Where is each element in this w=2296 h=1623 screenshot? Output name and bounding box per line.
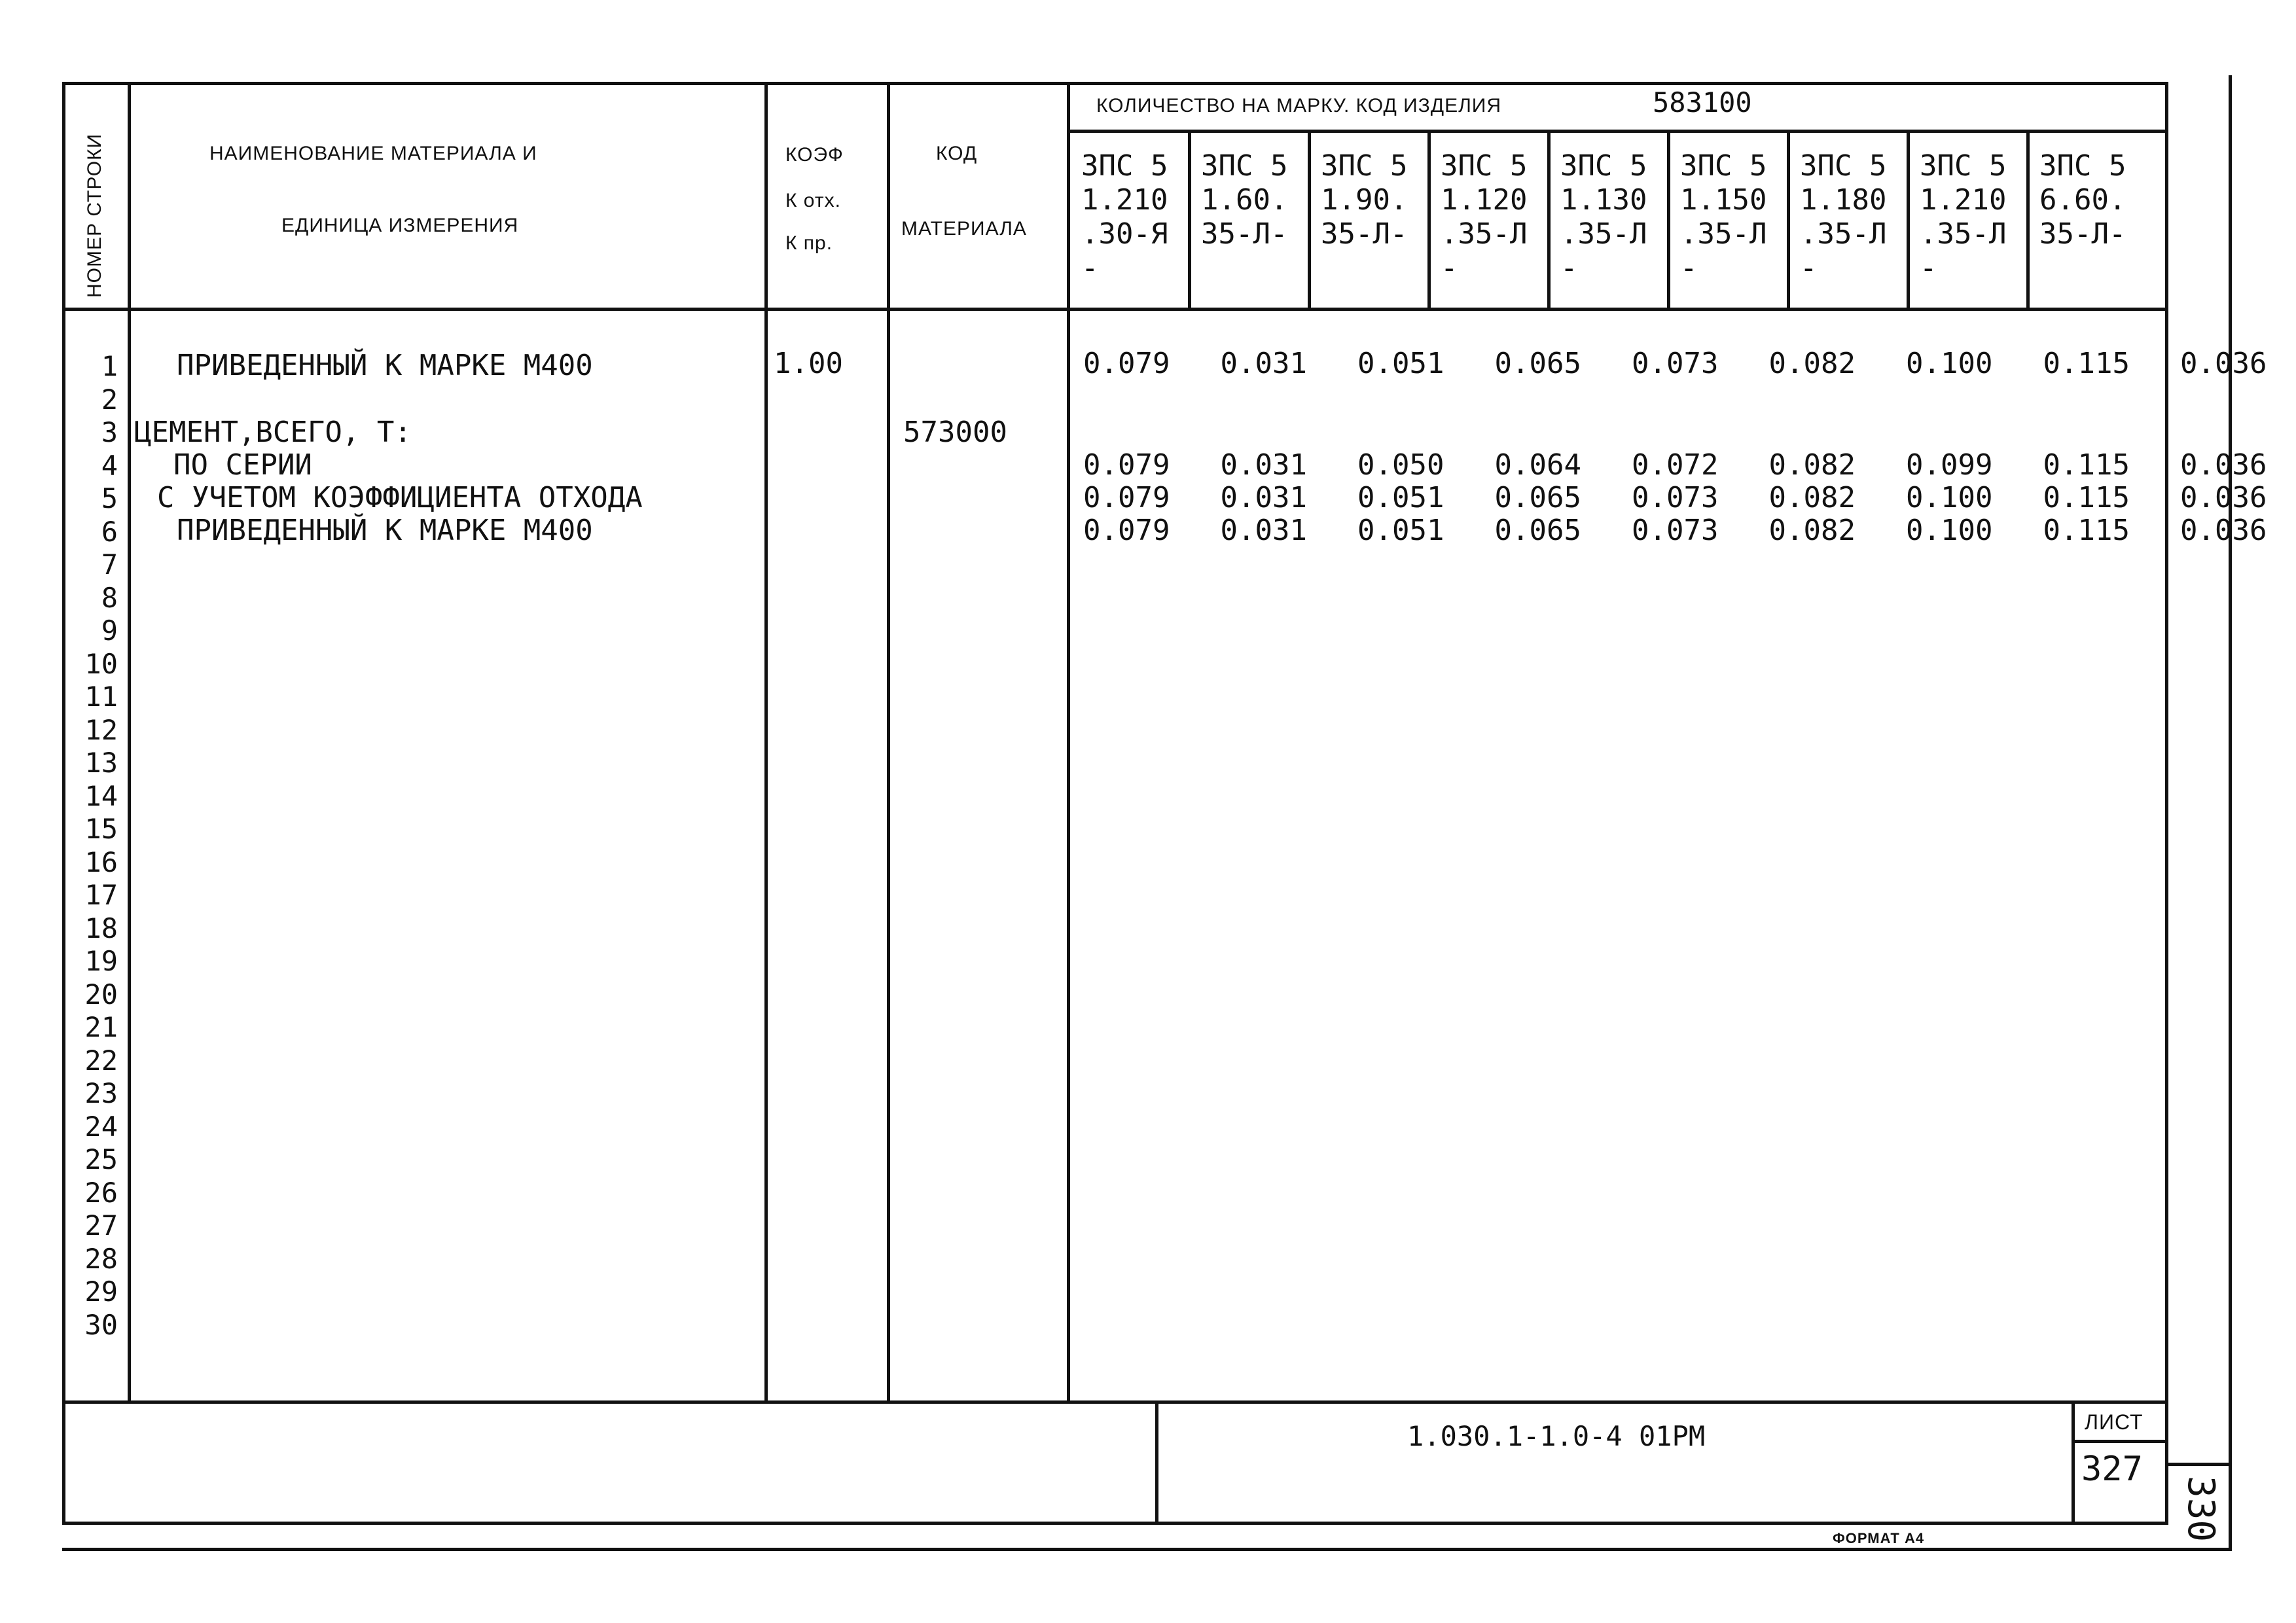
row-number: 6 [101, 515, 118, 548]
row-number: 10 [84, 647, 118, 680]
row-number-column [72, 350, 118, 1342]
row-number: 13 [84, 747, 118, 779]
row-number: 26 [84, 1176, 118, 1209]
value-cell: 0.082 [1768, 347, 1856, 380]
value-cell: 0.082 [1768, 514, 1856, 547]
row-number: 30 [84, 1308, 118, 1341]
mark-label: ЗПС 5 1.120 .35-Л - [1441, 149, 1528, 285]
frame-bottom-line [62, 1522, 2168, 1525]
value-cell: 0.065 [1494, 514, 1581, 547]
col-line-number [128, 82, 131, 1404]
col-line-code [1067, 82, 1070, 1404]
sheet-number: 327 [2081, 1450, 2143, 1489]
value-cell: 0.031 [1220, 481, 1307, 514]
titleblock-sheet-line [2072, 1440, 2168, 1443]
row-4-values [1083, 448, 2296, 482]
mark-col-line [1427, 130, 1431, 311]
row-number: 22 [84, 1044, 118, 1077]
value-cell: 0.100 [1906, 514, 1993, 547]
row-5-name: С УЧЕТОМ КОЭФФИЦИЕНТА ОТХОДА [157, 481, 643, 514]
mark-col-line [1787, 130, 1790, 311]
value-cell: 0.036 [2180, 481, 2267, 514]
format-label: ФОРМАТ А4 [1833, 1530, 1925, 1546]
table-bottom-line [62, 1400, 2168, 1404]
value-cell: 0.031 [1220, 514, 1307, 547]
unit-header: ЕДИНИЦА ИЗМЕРЕНИЯ [281, 215, 519, 236]
row-number: 19 [84, 945, 118, 977]
row-number: 28 [84, 1242, 118, 1275]
coef-waste-header: К отх. [785, 190, 841, 211]
value-cell: 0.100 [1906, 347, 1993, 380]
document-code: 1.030.1-1.0-4 01РМ [1407, 1420, 1706, 1452]
row-number: 8 [101, 581, 118, 614]
row-number: 25 [84, 1143, 118, 1175]
code-material-header: МАТЕРИАЛА [901, 218, 1027, 240]
value-cell: 0.079 [1083, 481, 1170, 514]
row-number: 11 [84, 681, 118, 713]
row-number: 16 [84, 846, 118, 878]
mark-label: ЗПС 5 1.180 .35-Л - [1800, 149, 1887, 285]
value-cell: 0.073 [1632, 347, 1719, 380]
value-cell: 0.073 [1632, 481, 1719, 514]
row-number: 17 [84, 879, 118, 911]
row-number: 18 [84, 912, 118, 944]
value-cell: 0.079 [1083, 347, 1170, 380]
mark-label: ЗПС 5 1.210 .35-Л - [1920, 149, 2007, 285]
row-number: 20 [84, 978, 118, 1010]
row-number: 24 [84, 1110, 118, 1143]
row-number: 14 [84, 779, 118, 812]
titleblock-divider [1155, 1400, 1158, 1525]
value-cell: 0.115 [2043, 448, 2130, 482]
row-number: 15 [84, 813, 118, 845]
row-1-values [1083, 347, 2296, 380]
mark-label: ЗПС 5 1.150 .35-Л - [1680, 149, 1767, 285]
mark-col-line [1308, 130, 1311, 311]
titleblock-sheet-divider [2072, 1400, 2075, 1525]
value-cell: 0.064 [1494, 448, 1581, 482]
quantity-header: КОЛИЧЕСТВО НА МАРКУ. КОД ИЗДЕЛИЯ [1096, 95, 1502, 116]
mark-col-line [1907, 130, 1910, 311]
product-code: 583100 [1653, 86, 1752, 118]
value-cell: 0.082 [1768, 448, 1856, 482]
value-cell: 0.082 [1768, 481, 1856, 514]
row-number: 3 [101, 416, 118, 448]
row-1-coef: 1.00 [774, 347, 843, 380]
row-6-values [1083, 514, 2296, 547]
page-border-right [2229, 75, 2232, 1551]
value-cell: 0.051 [1357, 481, 1444, 514]
value-cell: 0.115 [2043, 347, 2130, 380]
header-bottom-line [62, 308, 2168, 311]
row-number: 9 [101, 615, 118, 647]
mark-label: ЗПС 5 1.210 .30-Я - [1081, 149, 1168, 285]
row-number: 12 [84, 713, 118, 746]
row-number: 29 [84, 1275, 118, 1308]
quantity-header-line [1070, 130, 2168, 133]
value-cell: 0.099 [1906, 448, 1993, 482]
value-cell: 0.051 [1357, 347, 1444, 380]
coef-reduced-header: К пр. [785, 232, 833, 254]
col-line-coef [887, 82, 890, 1404]
row-5-values [1083, 481, 2296, 514]
row-number: 5 [101, 482, 118, 514]
mark-label: ЗПС 5 1.130 .35-Л - [1560, 149, 1647, 285]
mark-label: ЗПС 5 6.60. 35-Л- [2039, 149, 2126, 251]
value-cell: 0.100 [1906, 481, 1993, 514]
mark-col-line [2026, 130, 2030, 311]
row-4-name: ПО СЕРИИ [173, 448, 312, 482]
value-cell: 0.115 [2043, 481, 2130, 514]
row-number-header: НОМЕР СТРОКИ [84, 133, 105, 298]
row-number: 27 [84, 1209, 118, 1241]
mark-col-line [1188, 130, 1191, 311]
code-header: КОД [936, 143, 978, 164]
value-cell: 0.073 [1632, 514, 1719, 547]
value-cell: 0.036 [2180, 514, 2267, 547]
side-page-number: 330 [2179, 1476, 2222, 1543]
value-cell: 0.036 [2180, 448, 2267, 482]
frame-top-line [62, 82, 2168, 85]
row-number: 23 [84, 1077, 118, 1109]
frame-right-line [2165, 82, 2168, 1525]
mark-label: ЗПС 5 1.90. 35-Л- [1321, 149, 1408, 251]
value-cell: 0.072 [1632, 448, 1719, 482]
row-number: 7 [101, 548, 118, 580]
mark-col-line [1547, 130, 1551, 311]
value-cell: 0.065 [1494, 347, 1581, 380]
value-cell: 0.079 [1083, 514, 1170, 547]
value-cell: 0.115 [2043, 514, 2130, 547]
col-line-name [764, 82, 768, 1404]
row-3-name: ЦЕМЕНТ,ВСЕГО, Т: [134, 416, 412, 449]
value-cell: 0.031 [1220, 347, 1307, 380]
side-box-top [2168, 1463, 2231, 1466]
row-number: 2 [101, 383, 118, 416]
value-cell: 0.036 [2180, 347, 2267, 380]
row-number: 4 [101, 449, 118, 482]
page-border-bottom [62, 1548, 2232, 1551]
row-number: 1 [101, 350, 118, 382]
mark-col-line [1667, 130, 1670, 311]
value-cell: 0.031 [1220, 448, 1307, 482]
value-cell: 0.079 [1083, 448, 1170, 482]
row-6-name: ПРИВЕДЕННЫЙ К МАРКЕ М400 [177, 514, 593, 547]
value-cell: 0.065 [1494, 481, 1581, 514]
row-number: 21 [84, 1011, 118, 1043]
value-cell: 0.050 [1357, 448, 1444, 482]
row-1-name: ПРИВЕДЕННЫЙ К МАРКЕ М400 [177, 349, 593, 382]
mark-label: ЗПС 5 1.60. 35-Л- [1201, 149, 1288, 251]
coef-header: КОЭФ [785, 144, 844, 166]
row-3-code: 573000 [903, 416, 1007, 449]
value-cell: 0.051 [1357, 514, 1444, 547]
frame-left-line [62, 82, 65, 1525]
material-name-header: НАИМЕНОВАНИЕ МАТЕРИАЛА И [209, 143, 537, 164]
sheet-label: ЛИСТ [2085, 1410, 2144, 1434]
